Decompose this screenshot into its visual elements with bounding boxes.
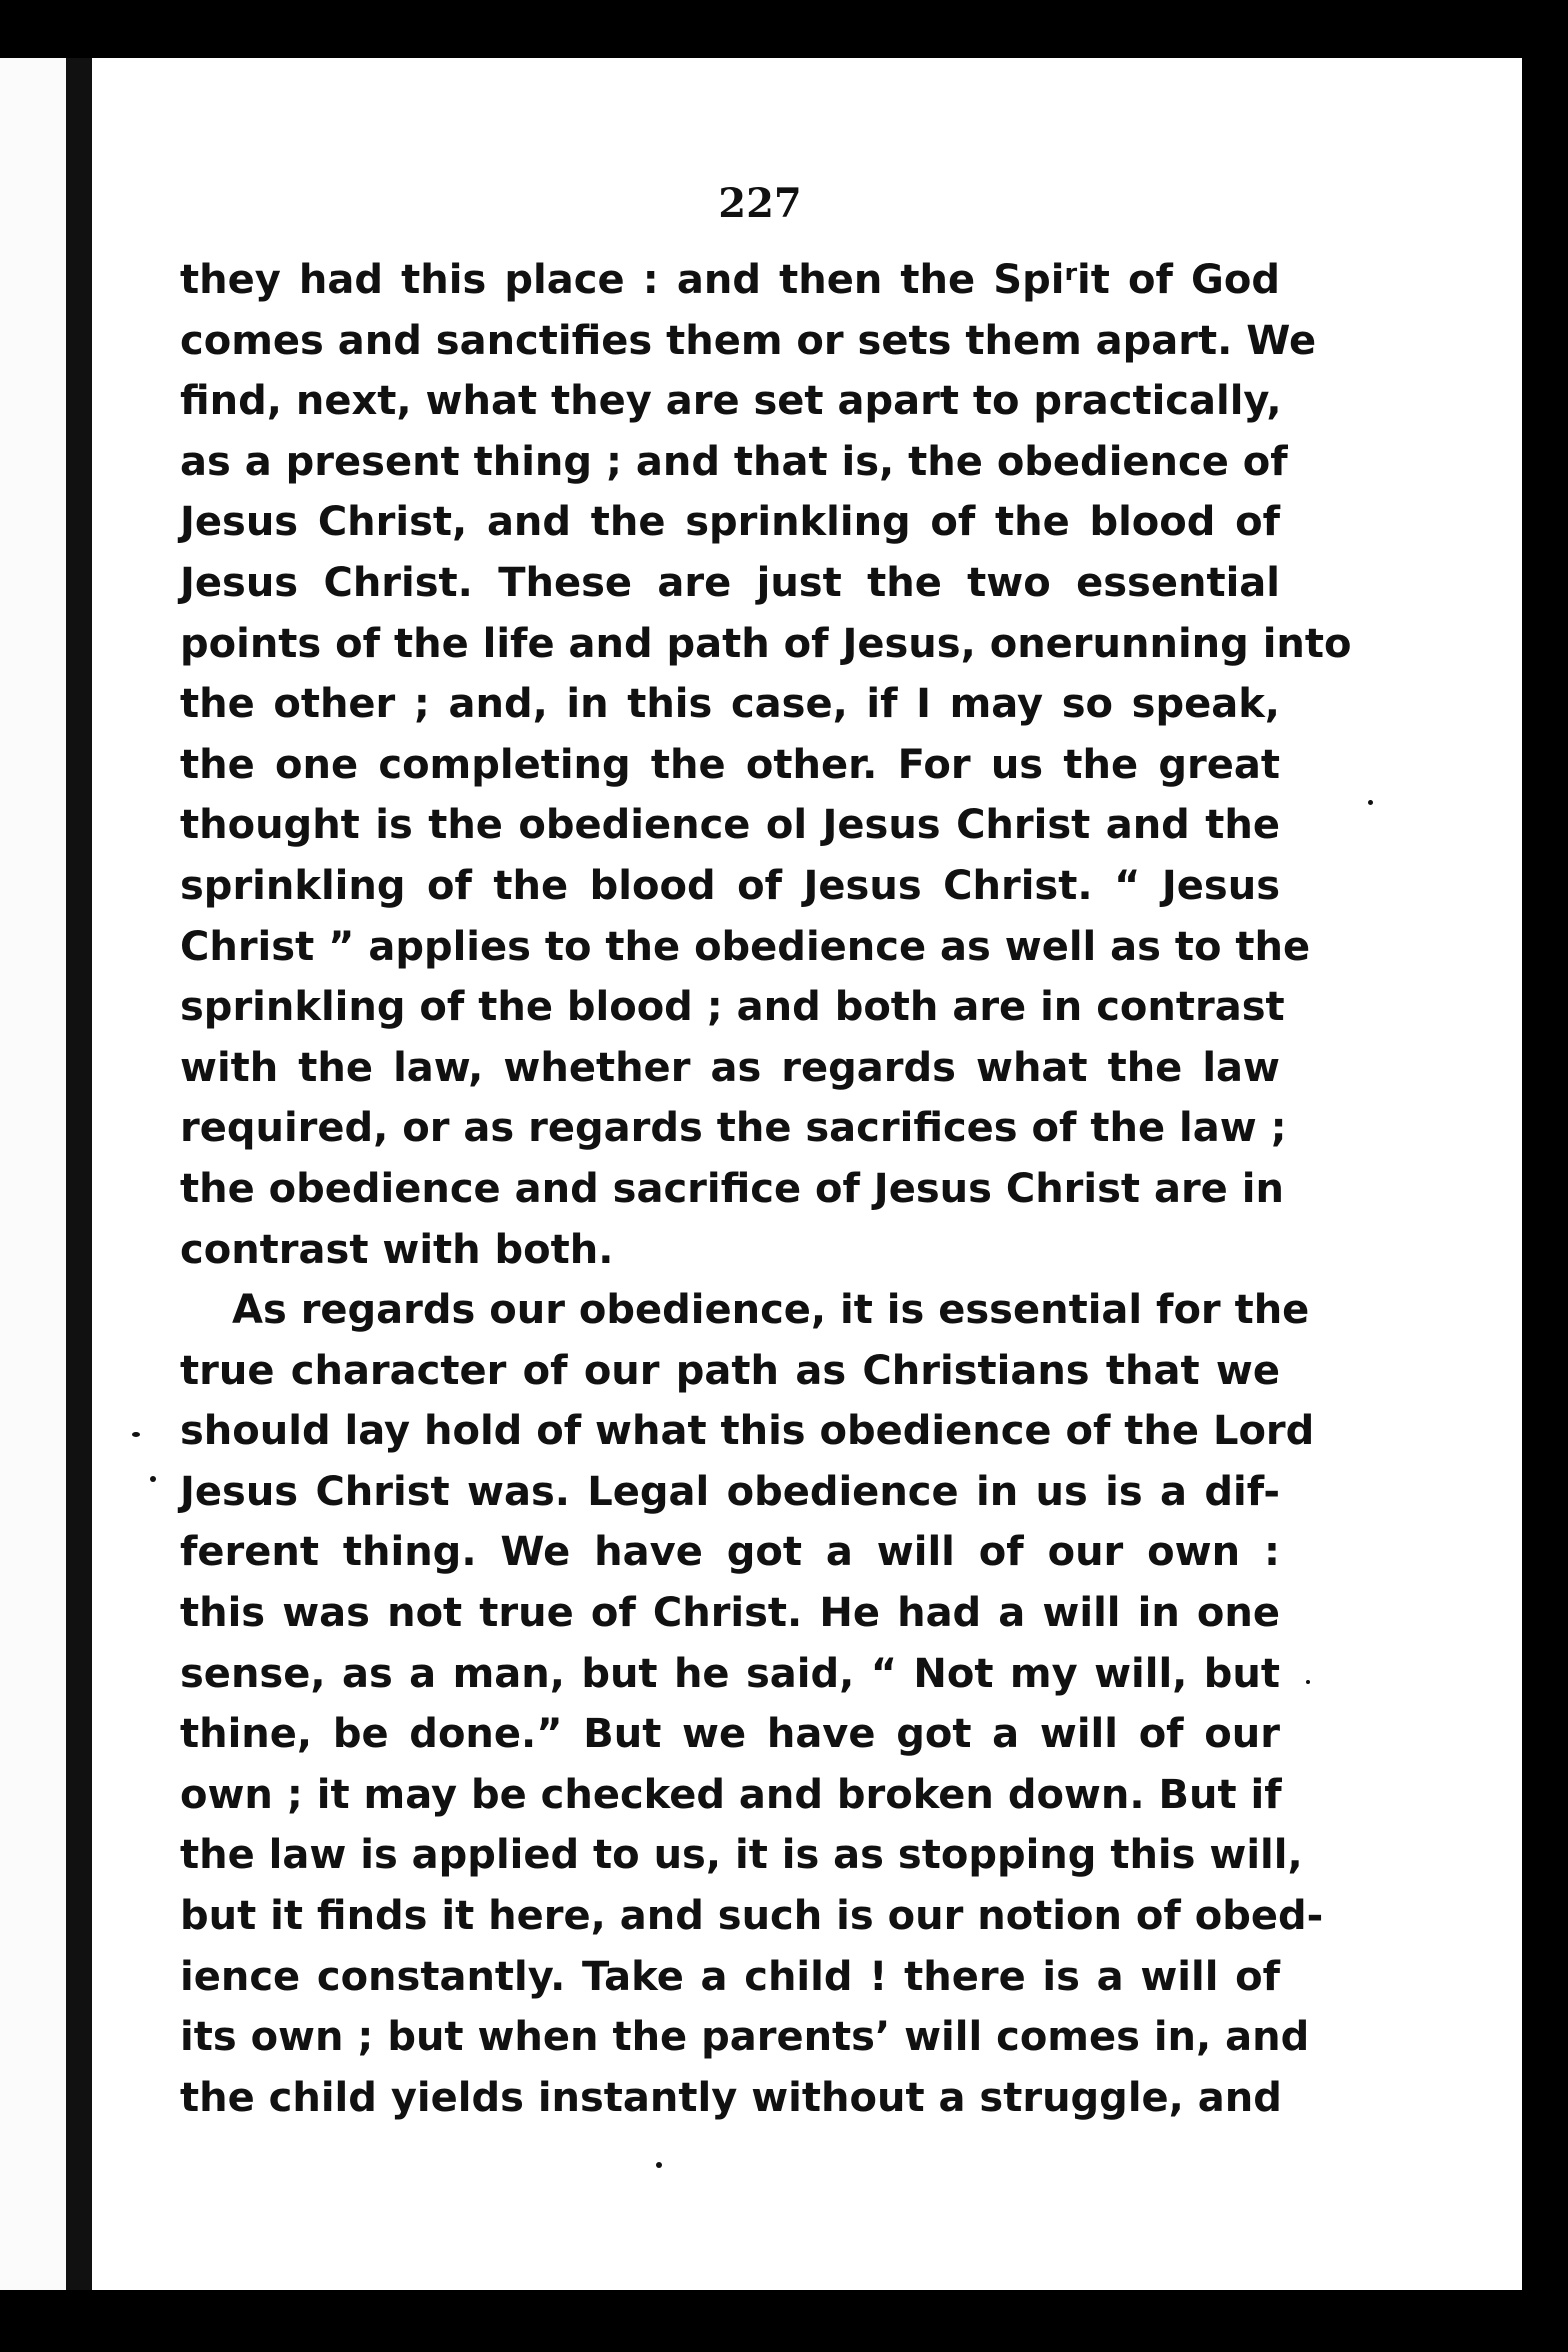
text-line: ience constantly. Take a child ! there is a will of — [180, 1953, 1280, 2000]
text-line: ferent thing. We have got a will of our own : — [180, 1529, 1280, 1576]
paragraph-first-line: As regards our obedience, it is essential for the — [232, 1287, 1310, 1334]
text-line: required, or as regards the sacrifices of the law ; — [180, 1105, 1287, 1152]
text-line: its own ; but when the parents’ will comes in, and — [180, 2014, 1310, 2061]
text-line: Jesus Christ, and the sprinkling of the blood of — [180, 499, 1280, 546]
text-line: true character of our path as Christians that we — [180, 1347, 1280, 1394]
facing-page-edge — [0, 58, 66, 2290]
ink-speck — [1306, 1680, 1310, 1684]
ink-speck — [150, 1476, 156, 1482]
text-line: the one completing the other. For us the great — [180, 741, 1280, 788]
text-line: this was not true of Christ. He had a will in one — [180, 1590, 1280, 1637]
text-line: points of the life and path of Jesus, onerunning into — [180, 620, 1352, 667]
text-line: thine, be done.” But we have got a will of our — [180, 1711, 1280, 1758]
text-line: as a present thing ; and that is, the obedience of — [180, 438, 1288, 485]
text-line: they had this place : and then the Spiʳit of God — [180, 257, 1280, 303]
text-line: contrast with both. — [180, 1226, 614, 1273]
text-line: sprinkling of the blood ; and both are in contrast — [180, 984, 1285, 1031]
body-text — [180, 250, 1352, 2128]
text-line: the law is applied to us, it is as stopping this will, — [180, 1832, 1303, 1879]
text-line: but it finds it here, and such is our notion of obed- — [180, 1893, 1324, 1940]
text-line: thought is the obedience ol Jesus Christ and the — [180, 802, 1280, 849]
ink-speck — [132, 1432, 140, 1437]
text-line: Christ ” applies to the obedience as well as to the — [180, 923, 1311, 970]
text-line: with the law, whether as regards what the law — [180, 1044, 1280, 1091]
text-line: find, next, what they are set apart to practically, — [180, 378, 1282, 425]
text-line: should lay hold of what this obedience of the Lord — [180, 1408, 1315, 1455]
text-line: Jesus Christ. These are just the two essential — [180, 559, 1280, 606]
text-line: the other ; and, in this case, if I may so speak, — [180, 681, 1280, 728]
text-line: comes and sanctifies them or sets them apart. We — [180, 317, 1317, 364]
ink-speck — [1368, 800, 1373, 805]
text-line: the child yields instantly without a struggle, and — [180, 2074, 1282, 2121]
text-line: Jesus Christ was. Legal obedience in us is a dif- — [180, 1468, 1280, 1515]
text-line: sense, as a man, but he said, “ Not my will, but — [180, 1650, 1280, 1697]
ink-speck — [656, 2162, 662, 2168]
text-line: sprinkling of the blood of Jesus Christ. “ Jesus — [180, 862, 1280, 909]
text-line: own ; it may be checked and broken down. But if — [180, 1771, 1282, 1818]
page-number: 227 — [718, 180, 802, 227]
text-line: the obedience and sacrifice of Jesus Christ are in — [180, 1165, 1284, 1212]
binding-gutter — [66, 58, 92, 2290]
